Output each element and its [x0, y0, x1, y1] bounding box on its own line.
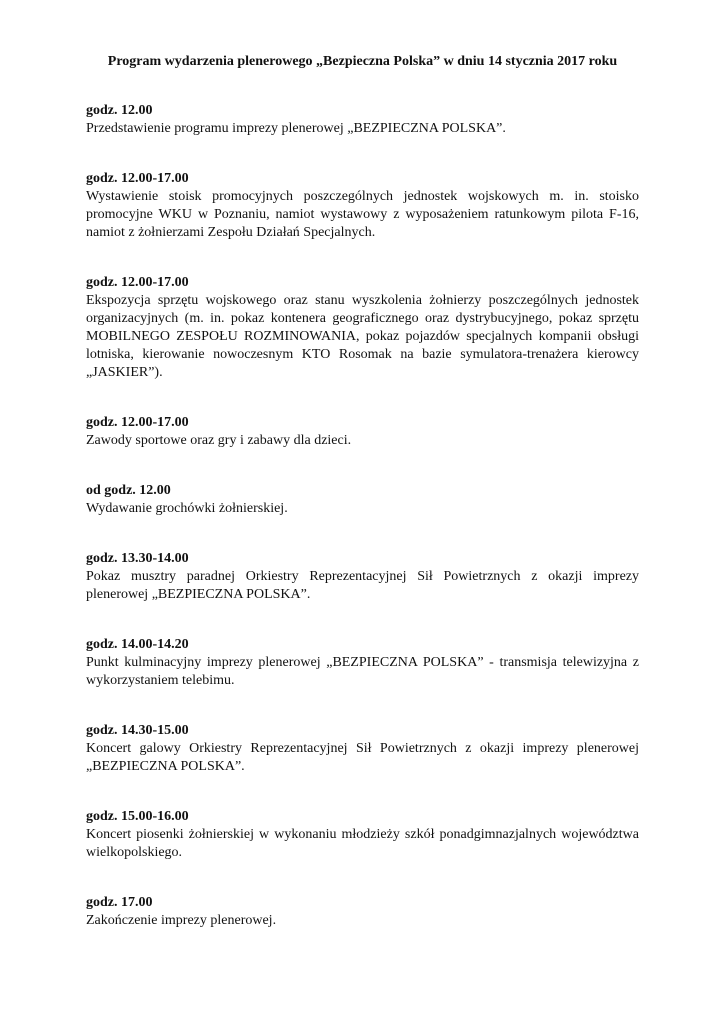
program-entry: [86, 414, 639, 450]
program-entry: [86, 482, 639, 518]
entry-time: godz. 15.00-16.00: [86, 809, 189, 824]
entry-description: Koncert galowy Orkiestry Reprezentacyjnej Sił Powietrznych z okazji imprezy plenerowej „BEZPIECZNA POLSKA”.: [86, 741, 639, 774]
entry-time: godz. 12.00-17.00: [86, 415, 189, 430]
entry-description: Ekspozycja sprzętu wojskowego oraz stanu wyszkolenia żołnierzy poszczególnych jednostek organizacyjnych (m. in. pokaz kontenera geograficznego oraz dystrybucyjnego, pokaz sprzętu MOBILNEGO ZESPOŁU ROZMINOWANIA, pokaz pojazdów specjalnych kompanii obsługi lotniska, kierowanie nowoczesnym KTO Rosomak na bazie symulatora-trenażera kierowcy „JASKIER”).: [86, 293, 639, 380]
entry-time: od godz. 12.00: [86, 483, 171, 498]
program-entry: [86, 808, 639, 862]
entry-description: Punkt kulminacyjny imprezy plenerowej „BEZPIECZNA POLSKA” - transmisja telewizyjna z wykorzystaniem telebimu.: [86, 655, 639, 688]
entry-description: Pokaz musztry paradnej Orkiestry Reprezentacyjnej Sił Powietrznych z okazji imprezy plenerowej „BEZPIECZNA POLSKA”.: [86, 569, 639, 602]
program-entry: [86, 274, 639, 382]
entry-description: Przedstawienie programu imprezy plenerowej „BEZPIECZNA POLSKA”.: [86, 121, 506, 136]
program-entry: [86, 170, 639, 242]
entry-time: godz. 13.30-14.00: [86, 551, 189, 566]
entry-time: godz. 14.00-14.20: [86, 637, 189, 652]
entry-time: godz. 17.00: [86, 895, 153, 910]
entry-time: godz. 12.00-17.00: [86, 275, 189, 290]
program-list: [86, 102, 639, 930]
entry-description: Wydawanie grochówki żołnierskiej.: [86, 501, 288, 516]
entry-time: godz. 14.30-15.00: [86, 723, 189, 738]
document-title: Program wydarzenia plenerowego „Bezpieczna Polska” w dniu 14 stycznia 2017 roku: [107, 54, 618, 69]
entry-description: Zakończenie imprezy plenerowej.: [86, 913, 277, 928]
program-entry: [86, 550, 639, 604]
entry-time: godz. 12.00: [86, 103, 153, 118]
program-entry: [86, 722, 639, 776]
entry-description: Koncert piosenki żołnierskiej w wykonaniu młodzieży szkół ponadgimnazjalnych województwa wielkopolskiego.: [86, 827, 639, 860]
program-entry: [86, 636, 639, 690]
program-entry: [86, 894, 639, 930]
entry-time: godz. 12.00-17.00: [86, 171, 189, 186]
entry-description: Wystawienie stoisk promocyjnych poszczególnych jednostek wojskowych m. in. stoisko promocyjne WKU w Poznaniu, namiot wystawowy z wyposażeniem ratunkowym pilota F-16, namiot z żołnierzami Zespołu Działań Specjalnych.: [86, 189, 639, 240]
entry-description: Zawody sportowe oraz gry i zabawy dla dzieci.: [86, 433, 352, 448]
program-entry: [86, 102, 639, 138]
